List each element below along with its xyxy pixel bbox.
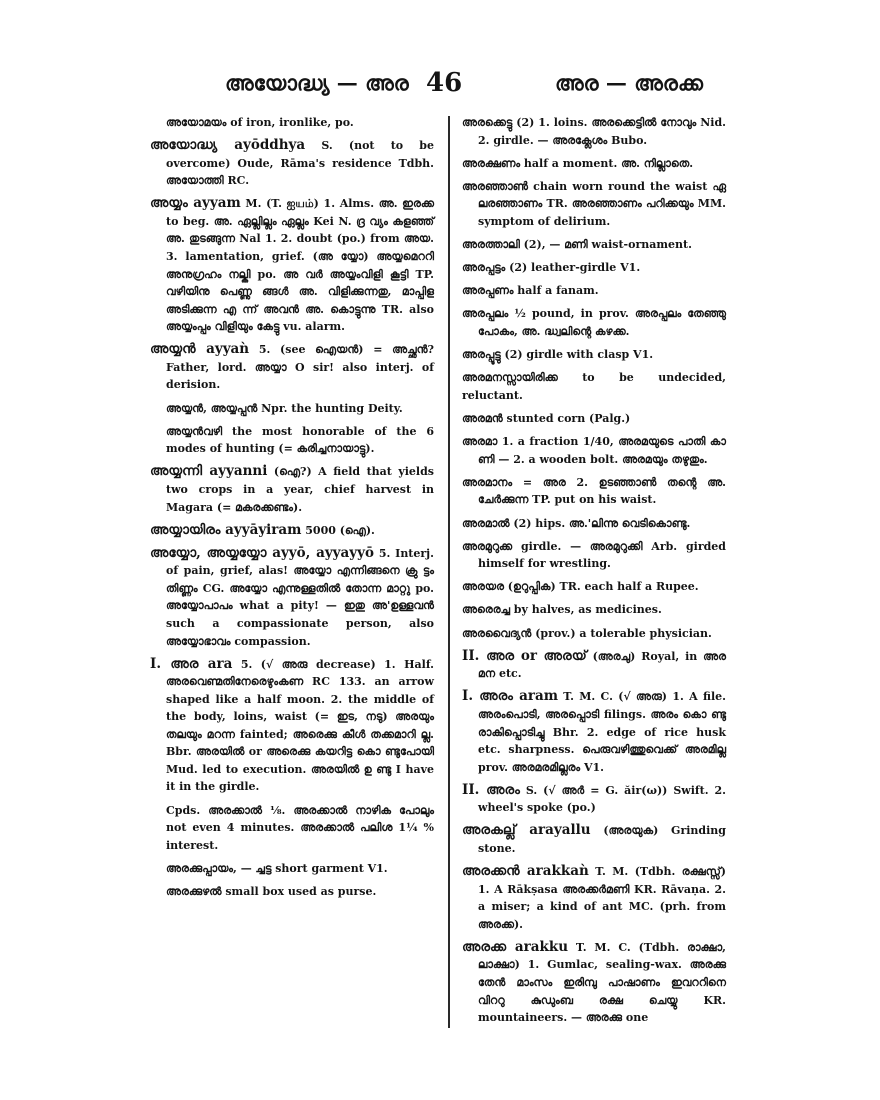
entry-text: T. M. C. (√ അരു) 1. A file. അരംപൊടി, അരപ്പൊടി filings. അരം കൊ ണ്ടു രാകിപ്പൊടിച്ചു Bhr. 2. edge of rice husk etc. sharpness. പെരുവഴിത്തുവെക്ക് അരമില്ല prov. അരമരമില്ലരം V1.	[478, 690, 726, 774]
dictionary-entry	[150, 860, 434, 878]
entry-text: (അരയുക) Grinding stone.	[478, 824, 726, 856]
dictionary-entry	[150, 883, 434, 901]
entry-text: അരഞ്ഞാൺ chain worn round the waist ഏ ലരഞ്ഞാണം TR. അരഞ്ഞാണം പറിക്കയും MM. symptom of delirium.	[462, 179, 726, 228]
entry-headword: അയ്യോ, അയ്യയ്യോ ayyō, ayyayyō	[150, 544, 374, 561]
dictionary-entry	[150, 341, 434, 394]
dictionary-entry	[462, 236, 726, 254]
entry-text: (ഐ?) A field that yields two crops in a year, chief harvest in Magara (= മകരക്കണ്ടം).	[166, 465, 434, 514]
dictionary-entry	[150, 463, 434, 516]
dictionary-entry	[462, 939, 726, 1027]
entry-text: അരമാ 1. a fraction 1/40, അരമയുടെ പാതി കാ ണി — 2. a wooden bolt. അരമയും തഴുതും.	[462, 435, 726, 466]
dictionary-entry	[462, 282, 726, 300]
entry-text: അരമനസ്സായിരിക്ക to be undecided, reluctant.	[462, 371, 726, 402]
entry-text: അരപ്പൂട്ടു (2) girdle with clasp V1.	[462, 348, 654, 362]
entry-text: T. M. C. (Tdbh. രാക്ഷാ, ലാക്ഷാ) 1. Gumlac, sealing-wax. അരക്കു തേൻ മാംസം ഇരിമ്പു പാഷാണം ഇവററിനെ വിററു കുഡുംബ രക്ഷ ചെയ്യു KR. mountaineers. — അരക്കു one	[478, 940, 726, 1025]
dictionary-entry	[150, 656, 434, 796]
entry-text: അരക്കുഴൽ small box used as purse.	[166, 885, 377, 898]
dictionary-entry	[462, 578, 726, 596]
entry-text: M. (T. ஐயம்) 1. Alms. അ. ഇരക്ക to beg. അ. ഏല്ലില്ലം ഏല്ലം Kei N. ദ്ര വ്യം കളഞ്ഞ് അ. തുടങ്ങുന്ന Nal 1. 2. doubt (po.) from അയ. 3. lamentation, grief. (അ യ്യോ) അയ്യമെററി അനുഗ്രഹം നല്കി po. അ വർ അയ്യംവിളി കൂട്ടി TP. വഴിയിനു പെണ്ണു ങ്ങൾ അ. വിളിക്കുന്നതു, മാപ്പിള അടിക്കുന്ന എ ന്ന് അവൻ അ. കൊട്ടുന്നു TR. also അയ്യംപ്പം വിളിയും കേട്ടു vu. alarm.	[166, 197, 434, 334]
page-number: 46	[426, 68, 463, 98]
dictionary-entry	[462, 305, 726, 340]
entry-text: അരമാൽ (2) hips. അ.'ലിന്നു വെടികൊണ്ടു.	[462, 516, 691, 530]
entry-text: 5. (√ അരു decrease) 1. Half. അരവെണ്മതിനേരെഴുംകണ RC 133. an arrow shaped like a half moon. 2. the middle of the body, loins, waist (= ഇട, നടു) അരയും തലയും മറന്ന fainted; അരെക്കു കീൾ തക്കമാറി ല്ല. Bbr. അരയിൽ or അരെക്കു കയറിട്ട കൊ ണ്ടുപോയി Mud. led to execution. അരയിൽ ഉ ണ്ടു I have it in the girdle.	[166, 657, 434, 794]
dictionary-entry	[462, 474, 726, 509]
entry-text: അരെരച്ച by halves, as medicines.	[462, 603, 662, 617]
dictionary-entry	[462, 114, 726, 149]
left-guide-word: അയോദ്ധ്യ — അര	[225, 70, 409, 95]
entry-text: അരവൈദ്യൻ (prov.) a tolerable physician.	[462, 626, 712, 640]
dictionary-entry	[462, 601, 726, 619]
entry-headword: അയോദ്ധ്യ ayōddhya	[150, 137, 306, 154]
dictionary-entry	[462, 515, 726, 533]
entry-text: അരക്ഷണം half a moment. അ. നില്ലാതെ.	[462, 156, 694, 170]
entry-text: അയ്യൻവഴി the most honorable of the 6 modes of hunting (= കരിച്ചനായാട്ടു).	[166, 424, 434, 456]
entry-text: 5. (see ഐയൻ) = അച്ഛൻ? Father, lord. അയ്യാ O sir! also interj. of derision.	[166, 343, 434, 392]
dictionary-entry	[150, 423, 434, 458]
entry-text: S. (not to be overcome) Oude, Rāma's residence Tdbh. അയോത്തി RC.	[166, 139, 434, 188]
dictionary-entry	[150, 545, 434, 650]
dictionary-entry	[462, 346, 726, 364]
dictionary-entry	[462, 822, 726, 857]
dictionary-entry	[462, 782, 726, 817]
entry-headword: I. അരം aram	[462, 688, 558, 705]
entry-text: 5000 (ഐ).	[301, 523, 375, 537]
entry-text: അയോമയം of iron, ironlike, po.	[166, 116, 354, 129]
dictionary-entry	[150, 195, 434, 335]
entry-headword: അരക്കൻ arakkaǹ	[462, 863, 589, 880]
entry-text: അരയര (ഉറുപ്പിക) TR. each half a Rupee.	[462, 580, 699, 594]
dictionary-entry	[462, 410, 726, 428]
entry-headword: II. അര or അരയ്	[462, 647, 587, 664]
entry-headword: അയ്യം ayyam	[150, 195, 241, 212]
dictionary-entry	[462, 178, 726, 231]
dictionary-entry	[462, 369, 726, 404]
entry-text: S. (√ അർ = G. ăir(ω)) Swift. 2. wheel's spoke (po.)	[478, 783, 726, 815]
dictionary-entry	[462, 688, 726, 776]
dictionary-entry	[462, 538, 726, 573]
entry-text: അരപ്പണം half a fanam.	[462, 284, 599, 298]
entry-headword: അരക്ക arakku	[462, 938, 569, 955]
dictionary-entry	[462, 625, 726, 643]
entry-headword: I. അര ara	[150, 655, 233, 672]
dictionary-entry	[150, 522, 434, 540]
entry-headword: അയ്യൻ ayyaǹ	[150, 341, 250, 358]
entry-text: അയ്യൻ, അയ്യപ്പൻ Npr. the hunting Deity.	[166, 401, 403, 415]
dictionary-entry	[150, 114, 434, 132]
dictionary-entry	[150, 400, 434, 418]
entry-headword: അയ്യന്നി ayyanni	[150, 463, 268, 480]
page-header	[0, 68, 880, 108]
dictionary-entry	[462, 259, 726, 277]
column-divider	[448, 116, 450, 1028]
right-guide-word: അര — അരക്ക	[555, 70, 703, 95]
dictionary-entry	[150, 137, 434, 190]
dictionary-entry	[462, 433, 726, 468]
left-column	[150, 114, 434, 906]
entry-text: (അരചു) Royal, in അര മന etc.	[478, 649, 726, 681]
entry-text: 5. Interj. of pain, grief, alas! അയ്യോ എന്നിങ്ങനെ ക്രു ട്ടം തിണ്ണം CG. അയ്യോ എന്നുള്ളതിൽ തോന്ന മാറ്റു po. അയ്യോപാപം what a pity! — ഇതു അ'ഉള്ളവൻ such a compassionate person, also അയ്യോഭാവം compassion.	[166, 546, 434, 648]
entry-text: T. M. (Tdbh. രക്ഷസ്സ്) 1. A Rākṣasa അരക്കർമണി KR. Rāvaṇa. 2. a miser; a kind of ant MC. (prh. from അരക്ക).	[478, 865, 726, 931]
entry-headword: അരകല്ല് arayallu	[462, 822, 591, 839]
entry-text: അരമൻ stunted corn (Palg.)	[462, 412, 631, 425]
dictionary-entry	[462, 155, 726, 173]
entry-text: അരത്താലി (2), — മണി waist-ornament.	[462, 238, 692, 252]
entry-text: അരമുറുക്ക girdle. — അരമുറുക്കി Arb. girded himself for wrestling.	[462, 539, 726, 571]
entry-text: അരപ്പലം ½ pound, in prov. അരപ്പലം തേഞ്ഞു പോകം, അ. ദ്ധ്വലിന്റെ കഴക്ക.	[462, 307, 726, 339]
entry-text: Cpds. അരക്കാൽ ⅛. അരക്കാൽ നാഴിക പോലും not even 4 minutes. അരക്കാൽ പലിശ 1¼ % interest.	[166, 803, 434, 852]
dictionary-entry	[462, 648, 726, 683]
right-column	[462, 114, 726, 1032]
dictionary-entry	[150, 802, 434, 855]
entry-headword: II. അരം	[462, 781, 520, 798]
entry-text: അരമാനം = അര 2. ഉടഞ്ഞാൺ തന്റെ അ. ചേർക്കുന്ന TP. put on his waist.	[462, 475, 726, 507]
entry-text: അരക്കുപ്പായം, — ച്ചട്ട short garment V1.	[166, 861, 388, 875]
entry-text: അരപ്പട്ടം (2) leather-girdle V1.	[462, 261, 641, 275]
dictionary-entry	[462, 863, 726, 933]
entry-text: അരക്കെട്ടു (2) 1. loins. അരക്കെട്ടിൽ നോവും Nid. 2. girdle. — അരക്ലേശം Bubo.	[462, 116, 726, 147]
entry-headword: അയ്യായിരം ayyāyiram	[150, 521, 302, 538]
